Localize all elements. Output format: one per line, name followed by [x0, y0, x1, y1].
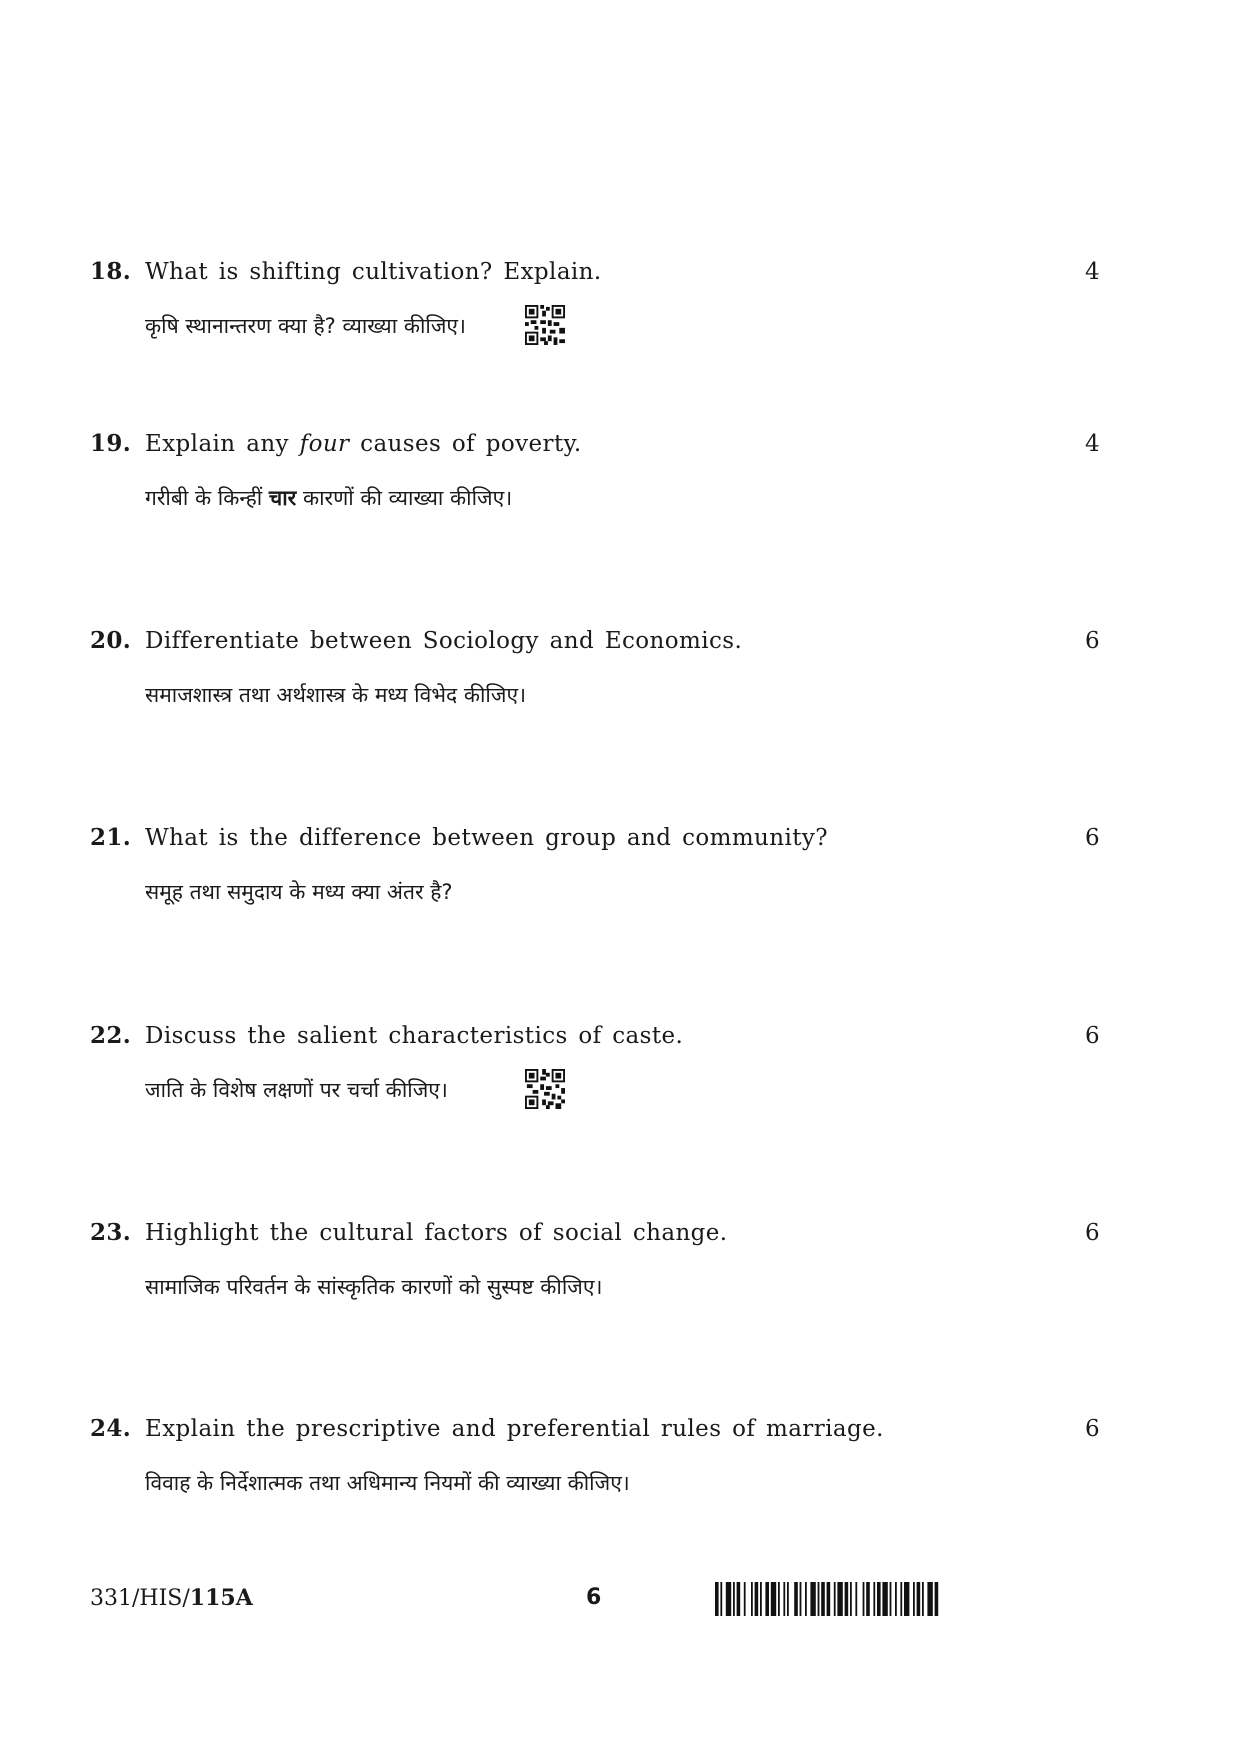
barcode-bar — [873, 1582, 875, 1616]
barcode-bar — [927, 1582, 932, 1616]
barcode-bar — [904, 1582, 909, 1616]
barcode-bar — [890, 1582, 892, 1616]
question-text-english: Differentiate between Sociology and Economics. — [145, 628, 743, 654]
barcode-bar — [917, 1582, 921, 1616]
barcode-bar — [818, 1582, 820, 1616]
question-24 — [90, 1412, 1100, 1506]
question-22 — [90, 1019, 1100, 1113]
question-18 — [90, 255, 1100, 349]
barcode-bar — [845, 1582, 849, 1616]
barcode-bar — [935, 1582, 939, 1616]
question-text-english: What is the difference between group and community? — [145, 825, 828, 851]
question-marks: 4 — [1084, 431, 1100, 457]
question-21 — [90, 821, 1100, 915]
barcode-bar — [778, 1582, 780, 1616]
emphasis-word: चार — [268, 486, 297, 510]
barcode-bar — [733, 1582, 735, 1616]
barcode-bar — [794, 1582, 798, 1616]
barcode-bar — [837, 1582, 842, 1616]
question-text-hindi: सामाजिक परिवर्तन के सांस्कृतिक कारणों को सुस्पष्ट कीजिए। — [145, 1275, 603, 1299]
barcode-bar — [744, 1582, 746, 1616]
question-20 — [90, 624, 1100, 718]
page-number: 6 — [586, 1585, 602, 1610]
barcode-bar — [765, 1582, 769, 1616]
question-23 — [90, 1216, 1100, 1310]
barcode-bar — [863, 1582, 865, 1616]
barcode-bar — [900, 1582, 902, 1616]
question-text-hindi: समाजशास्त्र तथा अर्थशास्त्र के मध्य विभेद कीजिए। — [145, 683, 527, 707]
qr-code-icon — [525, 305, 565, 345]
question-number: 23. — [90, 1219, 132, 1246]
question-number: 19. — [90, 430, 132, 457]
question-text-hindi: गरीबी के किन्हीं चार कारणों की व्याख्या कीजिए। — [145, 486, 513, 510]
barcode-bar — [877, 1582, 881, 1616]
question-marks: 6 — [1084, 825, 1100, 851]
barcode-bar — [737, 1582, 741, 1616]
question-marks: 6 — [1084, 1023, 1100, 1049]
barcode-bar — [882, 1582, 887, 1616]
qr-code-icon — [525, 1069, 565, 1109]
barcode-bar — [850, 1582, 852, 1616]
question-text-english: Highlight the cultural factors of social change. — [145, 1220, 728, 1246]
barcode-bar — [787, 1582, 789, 1616]
barcode-bar — [866, 1582, 870, 1616]
barcode-bar — [783, 1582, 785, 1616]
question-marks: 6 — [1084, 1220, 1100, 1246]
question-text-hindi: जाति के विशेष लक्षणों पर चर्चा कीजिए। — [145, 1078, 448, 1102]
barcode-bar — [810, 1582, 815, 1616]
barcode-bar — [827, 1582, 831, 1616]
barcode-bar — [800, 1582, 802, 1616]
barcode-bar — [720, 1582, 722, 1616]
barcode-bar — [771, 1582, 776, 1616]
barcode-bar — [913, 1582, 915, 1616]
barcode-bar — [760, 1582, 762, 1616]
barcode-bar — [895, 1582, 897, 1616]
page-footer — [90, 1578, 1100, 1618]
barcode-bar — [922, 1582, 924, 1616]
barcode-bar — [805, 1582, 807, 1616]
barcode-bar — [726, 1582, 731, 1616]
barcode-bar — [834, 1582, 836, 1616]
question-19 — [90, 427, 1100, 521]
question-number: 21. — [90, 824, 132, 851]
question-marks: 4 — [1084, 259, 1100, 285]
question-text-hindi: विवाह के निर्देशात्मक तथा अधिमान्य नियमों की व्याख्या कीजिए। — [145, 1471, 630, 1495]
barcode-bar — [855, 1582, 857, 1616]
barcode-icon — [715, 1582, 997, 1616]
question-marks: 6 — [1084, 1416, 1100, 1442]
question-number: 22. — [90, 1022, 132, 1049]
question-number: 18. — [90, 258, 132, 285]
barcode-bar — [755, 1582, 759, 1616]
question-number: 24. — [90, 1415, 132, 1442]
emphasis-word: four — [299, 431, 350, 457]
question-marks: 6 — [1084, 628, 1100, 654]
question-text-hindi: कृषि स्थानान्तरण क्या है? व्याख्या कीजिए। — [145, 314, 467, 338]
question-text-english: Explain the prescriptive and preferential rules of marriage. — [145, 1416, 884, 1442]
barcode-bar — [715, 1582, 719, 1616]
paper-code: 331/HIS/115A — [90, 1585, 253, 1611]
question-number: 20. — [90, 627, 132, 654]
question-text-english: What is shifting cultivation? Explain. — [145, 259, 602, 285]
question-text-hindi: समूह तथा समुदाय के मध्य क्या अंतर है? — [145, 880, 453, 904]
barcode-bar — [821, 1582, 825, 1616]
barcode-bar — [751, 1582, 753, 1616]
question-text-english: Discuss the salient characteristics of caste. — [145, 1023, 684, 1049]
question-text-english: Explain any four causes of poverty. — [145, 431, 582, 457]
